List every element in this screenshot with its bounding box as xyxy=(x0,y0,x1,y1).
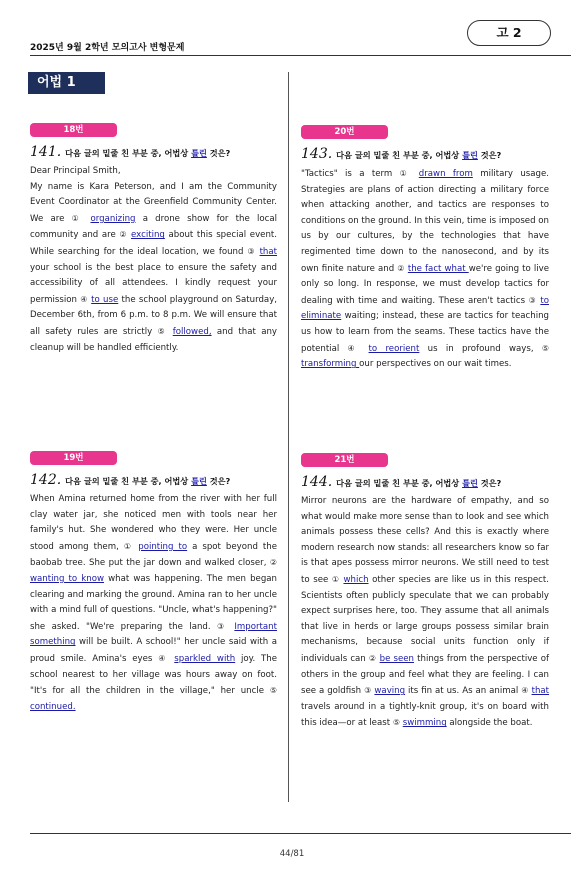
underlined-choice: sparkled with xyxy=(174,653,236,664)
question-header xyxy=(301,474,549,490)
instruction-prefix: 다음 글의 밑줄 친 부분 중, 어법상 xyxy=(65,148,192,158)
underlined-choice: waving xyxy=(374,686,406,697)
underlined-choice: followed, xyxy=(172,326,212,337)
choice-marker: ③ xyxy=(247,246,256,256)
choice-marker: ④ xyxy=(521,686,529,696)
underlined-choice: Important something xyxy=(30,621,277,648)
choice-marker: ③ xyxy=(364,686,372,696)
choice-marker: ① xyxy=(399,169,412,178)
question-header xyxy=(301,146,549,162)
choice-marker: ② xyxy=(397,263,405,273)
underlined-choice: swimming xyxy=(402,718,447,729)
choice-marker: ⑤ xyxy=(541,343,550,353)
question-143 xyxy=(301,119,549,373)
instruction-wrong: 틀린 xyxy=(462,478,478,488)
passage-text: the school playground on Saturday, December 6th, from 6 p.m. to 8 p.m. We will ensure that all safety rules are strictly xyxy=(30,294,278,337)
passage-text: us in profound ways, xyxy=(419,343,542,354)
question-source-badge: 21번 xyxy=(301,453,388,467)
choice-marker: ② xyxy=(119,230,128,240)
choice-marker: ④ xyxy=(158,653,169,663)
underlined-choice: the fact what xyxy=(407,263,469,274)
section-title: 어법 1 xyxy=(28,72,105,94)
passage-text: Mirror neurons are the hardware of empathy, and so what would make more sense than to look and see which animals possess these cells? And this is exactly where modern research now stands: all researchers know so far is that apes possess mirror neurons. We still need to test to see xyxy=(301,496,549,585)
underlined-choice: wanting to know xyxy=(30,573,104,584)
instruction-prefix: 다음 글의 밑줄 친 부분 중, 어법상 xyxy=(336,150,463,160)
choice-marker: ④ xyxy=(347,343,361,353)
question-source-badge: 19번 xyxy=(30,451,117,465)
choice-marker: ⑤ xyxy=(157,326,168,336)
underlined-choice: exciting xyxy=(131,230,165,241)
question-number: 142. xyxy=(30,472,62,488)
instruction-prefix: 다음 글의 밑줄 친 부분 중, 어법상 xyxy=(336,478,463,488)
underlined-choice: which xyxy=(343,574,369,585)
passage-text: and that any cleanup will be handled efficiently. xyxy=(30,326,277,353)
underlined-choice: organizing xyxy=(90,213,136,224)
instruction-wrong: 틀린 xyxy=(191,148,207,158)
passage-text: joy. The school nearest to her village was hours away on foot. "It's for all the children in the village," her uncle xyxy=(30,653,278,697)
question-number: 141. xyxy=(30,144,62,160)
choice-marker: ② xyxy=(368,653,377,663)
underlined-choice: pointing to xyxy=(138,541,188,552)
exam-header-title: 2025년 9월 2학년 모의고사 변형문제 xyxy=(30,43,185,53)
instruction-suffix: 것은? xyxy=(477,478,502,488)
passage-text: what was happening. The men began clearing and marking the ground. Amina ran to her uncle with a mind full of questions. "Uncle, what's happening?" she asked. "We're preparing the land. xyxy=(30,573,278,632)
instruction-suffix: 것은? xyxy=(206,148,231,158)
passage-text: about this special event. While searching for the ideal location, we found xyxy=(30,230,278,257)
passage-text xyxy=(411,169,418,179)
choice-marker: ⑤ xyxy=(392,718,400,728)
underlined-choice: drawn from xyxy=(418,169,473,179)
instruction-suffix: 것은? xyxy=(206,476,231,486)
question-source-badge: 20번 xyxy=(301,125,388,139)
passage-text: When Amina returned home from the river with her full clay water jar, she noticed men with tools near her family's hut. She wondered who they were. Her uncle stood among them, xyxy=(30,494,277,552)
choice-marker: ⑤ xyxy=(269,686,277,696)
passage-text: waiting; instead, these are tactics for teaching us how to learn from the seams. These tactics have the potential xyxy=(301,311,549,354)
passage-text: your school is the best place to ensure the safety and accessibility of all attendees. I kindly request your permission xyxy=(30,262,277,305)
question-144 xyxy=(301,447,549,732)
underlined-choice: be seen xyxy=(379,653,414,664)
underlined-choice: to use xyxy=(91,294,119,305)
footer-rule xyxy=(30,833,571,834)
passage-text: other species are like us in this respect. Scientists often publicly speculate that we can probably expect surprises here, too. They assume that all animals that live in herds or large groups possess similar brain mechanisms, because social units function only if individuals can xyxy=(301,574,549,664)
underlined-choice: continued. xyxy=(30,701,76,712)
underlined-choice: to reorient xyxy=(368,343,420,354)
question-142 xyxy=(30,445,277,715)
instruction-wrong: 틀린 xyxy=(191,476,207,486)
passage-text: a drone show for the local community and are xyxy=(30,213,277,241)
header-rule xyxy=(30,55,571,56)
question-header xyxy=(30,144,277,160)
instruction-prefix: 다음 글의 밑줄 친 부분 중, 어법상 xyxy=(65,476,192,486)
question-header xyxy=(30,472,277,488)
question-passage xyxy=(30,492,277,715)
passage-text: our perspectives on our wait times. xyxy=(359,359,512,370)
passage-text xyxy=(360,344,368,354)
question-passage xyxy=(301,166,549,373)
choice-marker: ① xyxy=(71,213,84,223)
choice-marker: ③ xyxy=(217,621,228,631)
passage-text: will be built. A school!" her uncle said with a proud smile. Amina's eyes xyxy=(30,637,277,664)
choice-marker: ③ xyxy=(528,295,537,305)
underlined-choice: that xyxy=(259,246,278,257)
question-number: 143. xyxy=(301,146,333,162)
choice-marker: ① xyxy=(123,541,134,551)
underlined-choice: that xyxy=(531,686,550,697)
choice-marker: ④ xyxy=(80,294,88,304)
column-divider xyxy=(288,72,289,802)
question-number: 144. xyxy=(301,474,333,490)
question-passage xyxy=(30,164,277,356)
choice-marker: ② xyxy=(269,558,277,568)
passage-text: its fin at us. As an animal xyxy=(405,686,522,697)
choice-marker: ① xyxy=(331,574,340,584)
underlined-choice: transforming xyxy=(301,359,360,370)
underlined-choice: to eliminate xyxy=(301,295,549,322)
passage-text: we're going to live only so long. In response, we must develop tactics for dealing with time and waiting. These aren't tactics xyxy=(301,263,549,306)
question-141 xyxy=(30,117,277,356)
passage-text: things from the perspective of others in the group and feel what they are feeling. I can see a goldfish xyxy=(301,653,549,697)
page-number: 44/81 xyxy=(279,849,305,859)
passage-text: military usage. Strategies are plans of action directing a military force when attacking another, and tactics are responses to conditions on the ground. In this vein, time is imposed on us by our cultures, by the technologies that have regimented time down to the nanosecond, and by its own finite nature and xyxy=(301,169,550,274)
instruction-wrong: 틀린 xyxy=(462,150,478,160)
question-source-badge: 18번 xyxy=(30,123,117,137)
grade-badge: 고 2 xyxy=(467,20,551,46)
passage-text: a spot beyond the baobab tree. She put the jar down and walked closer, xyxy=(30,541,277,569)
passage-text: travels around in a tightly-knit group, it's on board with this idea—or at least xyxy=(301,701,549,729)
passage-text: Dear Principal Smith, xyxy=(30,166,121,176)
passage-text: alongside the boat. xyxy=(446,718,533,729)
passage-text: My name is Kara Peterson, and I am the Community Event Coordinator at the Greenfield Community Center. We are xyxy=(30,181,277,224)
question-passage xyxy=(301,494,549,732)
passage-text: "Tactics" is a term xyxy=(301,169,400,179)
instruction-suffix: 것은? xyxy=(477,150,502,160)
